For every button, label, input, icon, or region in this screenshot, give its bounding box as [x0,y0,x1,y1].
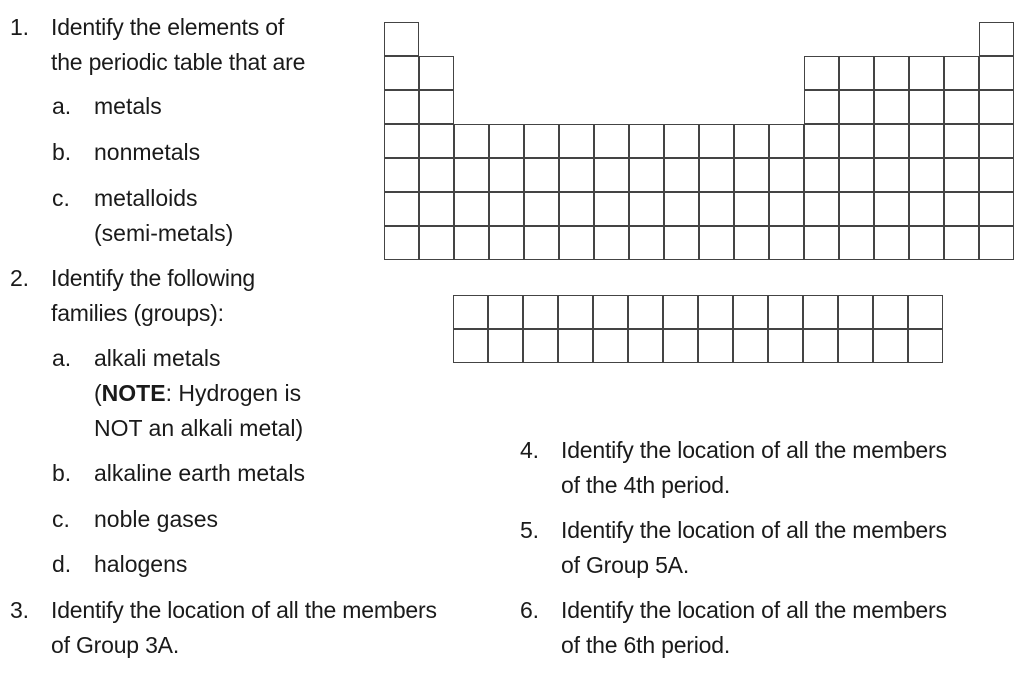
table-cell [874,90,909,124]
question-5-line-1: Identify the location of all the members [561,517,947,543]
table-cell [909,56,944,90]
table-cell [594,124,629,158]
table-cell [384,22,419,56]
f-block-cell [593,295,628,329]
table-cell [874,226,909,260]
table-cell [524,226,559,260]
table-cell [909,158,944,192]
question-1-number: 1. [10,14,29,40]
table-cell [419,226,454,260]
f-block-cell [838,329,873,363]
f-block-cell [698,295,733,329]
table-cell [384,56,419,90]
table-cell [979,158,1014,192]
table-cell [769,158,804,192]
table-cell [384,158,419,192]
table-cell [419,56,454,90]
table-cell [384,90,419,124]
f-block-cell [663,295,698,329]
f-block-cell [733,295,768,329]
table-cell [839,90,874,124]
table-cell [594,192,629,226]
question-1-line-1: Identify the elements of [51,14,285,40]
table-cell [419,90,454,124]
table-cell [909,124,944,158]
table-cell [384,124,419,158]
table-cell [839,56,874,90]
table-cell [874,124,909,158]
table-cell [524,124,559,158]
table-cell [489,226,524,260]
table-cell [664,226,699,260]
item-label: b. [52,460,72,486]
table-cell [629,124,664,158]
table-cell [804,90,839,124]
note-label: NOTE [101,380,166,406]
item-text: halogens [94,551,188,577]
table-cell [874,192,909,226]
item-text-line-3: NOT an alkali metal) [94,415,304,441]
item-text: metalloids [94,185,198,211]
table-cell [559,192,594,226]
table-cell [979,56,1014,90]
table-cell [419,124,454,158]
table-cell [839,158,874,192]
table-cell [944,158,979,192]
table-cell [874,56,909,90]
table-cell [629,192,664,226]
question-3-line-2: of Group 3A. [51,632,180,658]
table-cell [559,124,594,158]
table-cell [454,158,489,192]
table-cell [839,226,874,260]
item-text: metals [94,93,162,119]
table-cell [699,226,734,260]
table-cell [979,192,1014,226]
f-block-cell [908,295,943,329]
item-label: c. [52,185,70,211]
question-3-line-1: Identify the location of all the members [51,597,437,623]
table-cell [944,124,979,158]
table-cell [664,192,699,226]
table-cell [804,124,839,158]
table-cell [734,158,769,192]
table-cell [489,192,524,226]
table-cell [629,226,664,260]
f-block-cell [768,295,803,329]
f-block-cell [768,329,803,363]
table-cell [489,158,524,192]
question-4-number: 4. [520,437,539,463]
f-block-cell [523,295,558,329]
f-block-cell [733,329,768,363]
table-cell [979,226,1014,260]
table-cell [734,192,769,226]
question-5-number: 5. [520,517,539,543]
item-text: nonmetals [94,139,201,165]
table-cell [524,158,559,192]
question-5-line-2: of Group 5A. [561,552,690,578]
table-cell [489,124,524,158]
item-text-line-2: (semi-metals) [94,220,234,246]
f-block-cell [838,295,873,329]
table-cell [559,158,594,192]
table-cell [944,226,979,260]
f-block-cell [803,329,838,363]
f-block-cell [873,329,908,363]
f-block-cell [453,295,488,329]
table-cell [524,192,559,226]
item-text: noble gases [94,506,219,532]
f-block-cell [488,329,523,363]
table-cell [734,226,769,260]
table-cell [944,90,979,124]
f-block-cell [663,329,698,363]
f-block-cell [523,329,558,363]
question-6-number: 6. [520,597,539,623]
f-block-cell [628,295,663,329]
table-cell [979,22,1014,56]
table-cell [664,158,699,192]
f-block-cell [908,329,943,363]
f-block-cell [558,295,593,329]
table-cell [699,158,734,192]
table-cell [419,192,454,226]
note-text: : Hydrogen is [165,380,302,406]
table-cell [804,192,839,226]
item-text: alkali metals [94,345,221,371]
question-2-line-2: families (groups): [51,300,224,326]
table-cell [384,192,419,226]
table-cell [804,226,839,260]
f-block-cell [803,295,838,329]
table-cell [454,124,489,158]
table-cell [734,124,769,158]
table-cell [454,192,489,226]
question-3-number: 3. [10,597,29,623]
table-cell [874,158,909,192]
table-cell [839,124,874,158]
item-label: a. [52,93,72,119]
table-cell [664,124,699,158]
table-cell [979,90,1014,124]
table-cell [769,226,804,260]
table-cell [454,226,489,260]
f-block-cell [873,295,908,329]
question-4-line-2: of the 4th period. [561,472,731,498]
question-1-line-2: the periodic table that are [51,49,306,75]
item-label: d. [52,551,72,577]
table-cell [804,56,839,90]
table-cell [944,192,979,226]
item-text: alkaline earth metals [94,460,305,486]
table-cell [699,124,734,158]
table-cell [769,192,804,226]
question-2-number: 2. [10,265,29,291]
table-cell [699,192,734,226]
question-2-line-1: Identify the following [51,265,256,291]
f-block-cell [628,329,663,363]
table-cell [629,158,664,192]
table-cell [909,90,944,124]
f-block-cell [698,329,733,363]
table-cell [594,226,629,260]
table-cell [839,192,874,226]
f-block-cell [453,329,488,363]
f-block-cell [558,329,593,363]
table-cell [384,226,419,260]
question-6-line-2: of the 6th period. [561,632,731,658]
item-label: b. [52,139,72,165]
table-cell [909,226,944,260]
table-cell [909,192,944,226]
table-cell [594,158,629,192]
item-label: c. [52,506,70,532]
table-cell [944,56,979,90]
table-cell [804,158,839,192]
note-paren: ( [94,380,102,406]
item-label: a. [52,345,72,371]
table-cell [559,226,594,260]
table-cell [979,124,1014,158]
question-6-line-1: Identify the location of all the members [561,597,947,623]
question-4-line-1: Identify the location of all the members [561,437,947,463]
table-cell [769,124,804,158]
f-block-cell [488,295,523,329]
table-cell [419,158,454,192]
f-block-cell [593,329,628,363]
